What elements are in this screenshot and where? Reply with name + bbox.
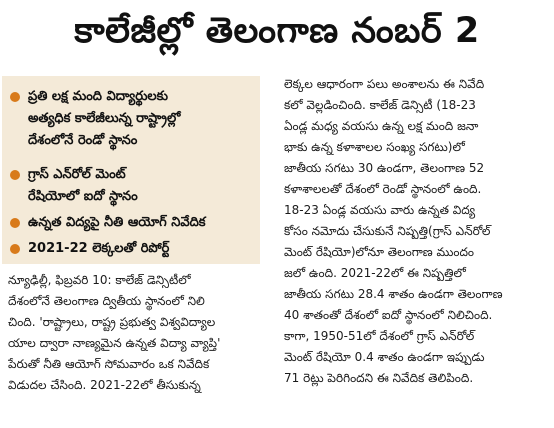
highlight-item [10, 164, 256, 208]
body-line: దేశంలోనే తెలంగాణ ద్వితీయ స్థానంలో నిలి [8, 294, 205, 308]
body-line: జలో ఉంది. 2021-22లో ఈ నిష్పత్తిలో [284, 266, 466, 280]
body-column-left [8, 270, 260, 396]
body-line: 40 శాతంతో దేశంలో ఐదో స్థానంలో నిలిచింది. [284, 308, 493, 322]
body-line: జాతీయ సగటు 30 ఉండగా, తెలంగాణ 52 [284, 161, 485, 175]
highlight-text: 2021-22 లెక్కలతో రిపోర్ట్ [28, 241, 170, 256]
highlight-item [10, 86, 256, 152]
bullet-dot-icon [10, 92, 20, 102]
body-line: కాగా, 1950-51లో దేశంలో గ్రాస్ ఎన్‌రోల్ [284, 329, 475, 343]
highlight-text: ఉన్నత విద్యపై నీతి ఆయోగ్ నివేదిక [28, 215, 206, 230]
body-column-right [284, 74, 552, 389]
highlight-item [10, 212, 256, 234]
highlight-text: గ్రాస్ ఎన్‌రోల్ మెంట్ రేషియోలో ఐదో స్థానం [28, 167, 138, 204]
highlight-item [10, 238, 256, 260]
body-line: మెంట్ రేషియో)లోనూ తెలంగాణ ముందం [284, 245, 474, 259]
body-line: యాల ద్వారా నాణ్యమైన ఉన్నత విద్యా వ్యాప్తి' [8, 336, 221, 350]
bullet-dot-icon [10, 218, 20, 228]
body-line: న్యూఢిల్లీ, ఫిబ్రవరి 10: కాలేజ్ డెన్సిటీలో [8, 273, 191, 287]
body-line: భాకు ఉన్న కళాశాలల సంఖ్య సగటు)లో [284, 140, 465, 154]
body-line: ఏండ్ల మధ్య వయసు ఉన్న లక్ష మంది జనా [284, 119, 479, 133]
body-line: కలో వెల్లడించింది. కాలేజ్ డెన్సిటీ (18-23 [284, 98, 476, 112]
body-line: 18-23 ఏండ్ల వయసు వారు ఉన్నత విద్య [284, 203, 476, 217]
body-line: కళాశాలలతో దేశంలో రెండో స్థానంలో ఉంది. [284, 182, 482, 196]
highlight-text: ప్రతి లక్ష మంది విద్యార్థులకు అత్యధిక కాలేజీలున్న రాష్ట్రాల్లో దేశంలోనే రెండో స్థానం [28, 89, 181, 148]
body-line: 71 రెట్లు పెరిగిందని ఈ నివేదిక తెలిపింది. [284, 371, 474, 385]
headline: కాలేజీల్లో తెలంగాణ నంబర్ 2 [74, 11, 480, 51]
bullet-dot-icon [10, 170, 20, 180]
bullet-dot-icon [10, 244, 20, 254]
body-line: పేరుతో నీతి ఆయోగ్ సోమవారం ఒక నివేదిక [8, 357, 210, 371]
body-line: చింది. 'రాష్ట్రాలు, రాష్ట్ర ప్రభుత్వ విశ్వవిద్యాల [8, 315, 216, 329]
body-line: కోసం నమోదు చేసుకునే నిష్పత్తి(గ్రాస్ ఎన్‌రోల్ [284, 224, 491, 238]
body-line: మెంట్ రేషియో 0.4 శాతం ఉండగా ఇప్పుడు [284, 350, 485, 364]
body-line: లెక్కల ఆధారంగా పలు అంశాలను ఈ నివేది [284, 77, 485, 91]
body-line: విడుదల చేసింది. 2021-22లో తీసుకున్న [8, 378, 201, 392]
highlights-box [2, 76, 260, 264]
body-line: జాతీయ సగటు 28.4 శాతం ఉండగా తెలంగాణ [284, 287, 503, 301]
